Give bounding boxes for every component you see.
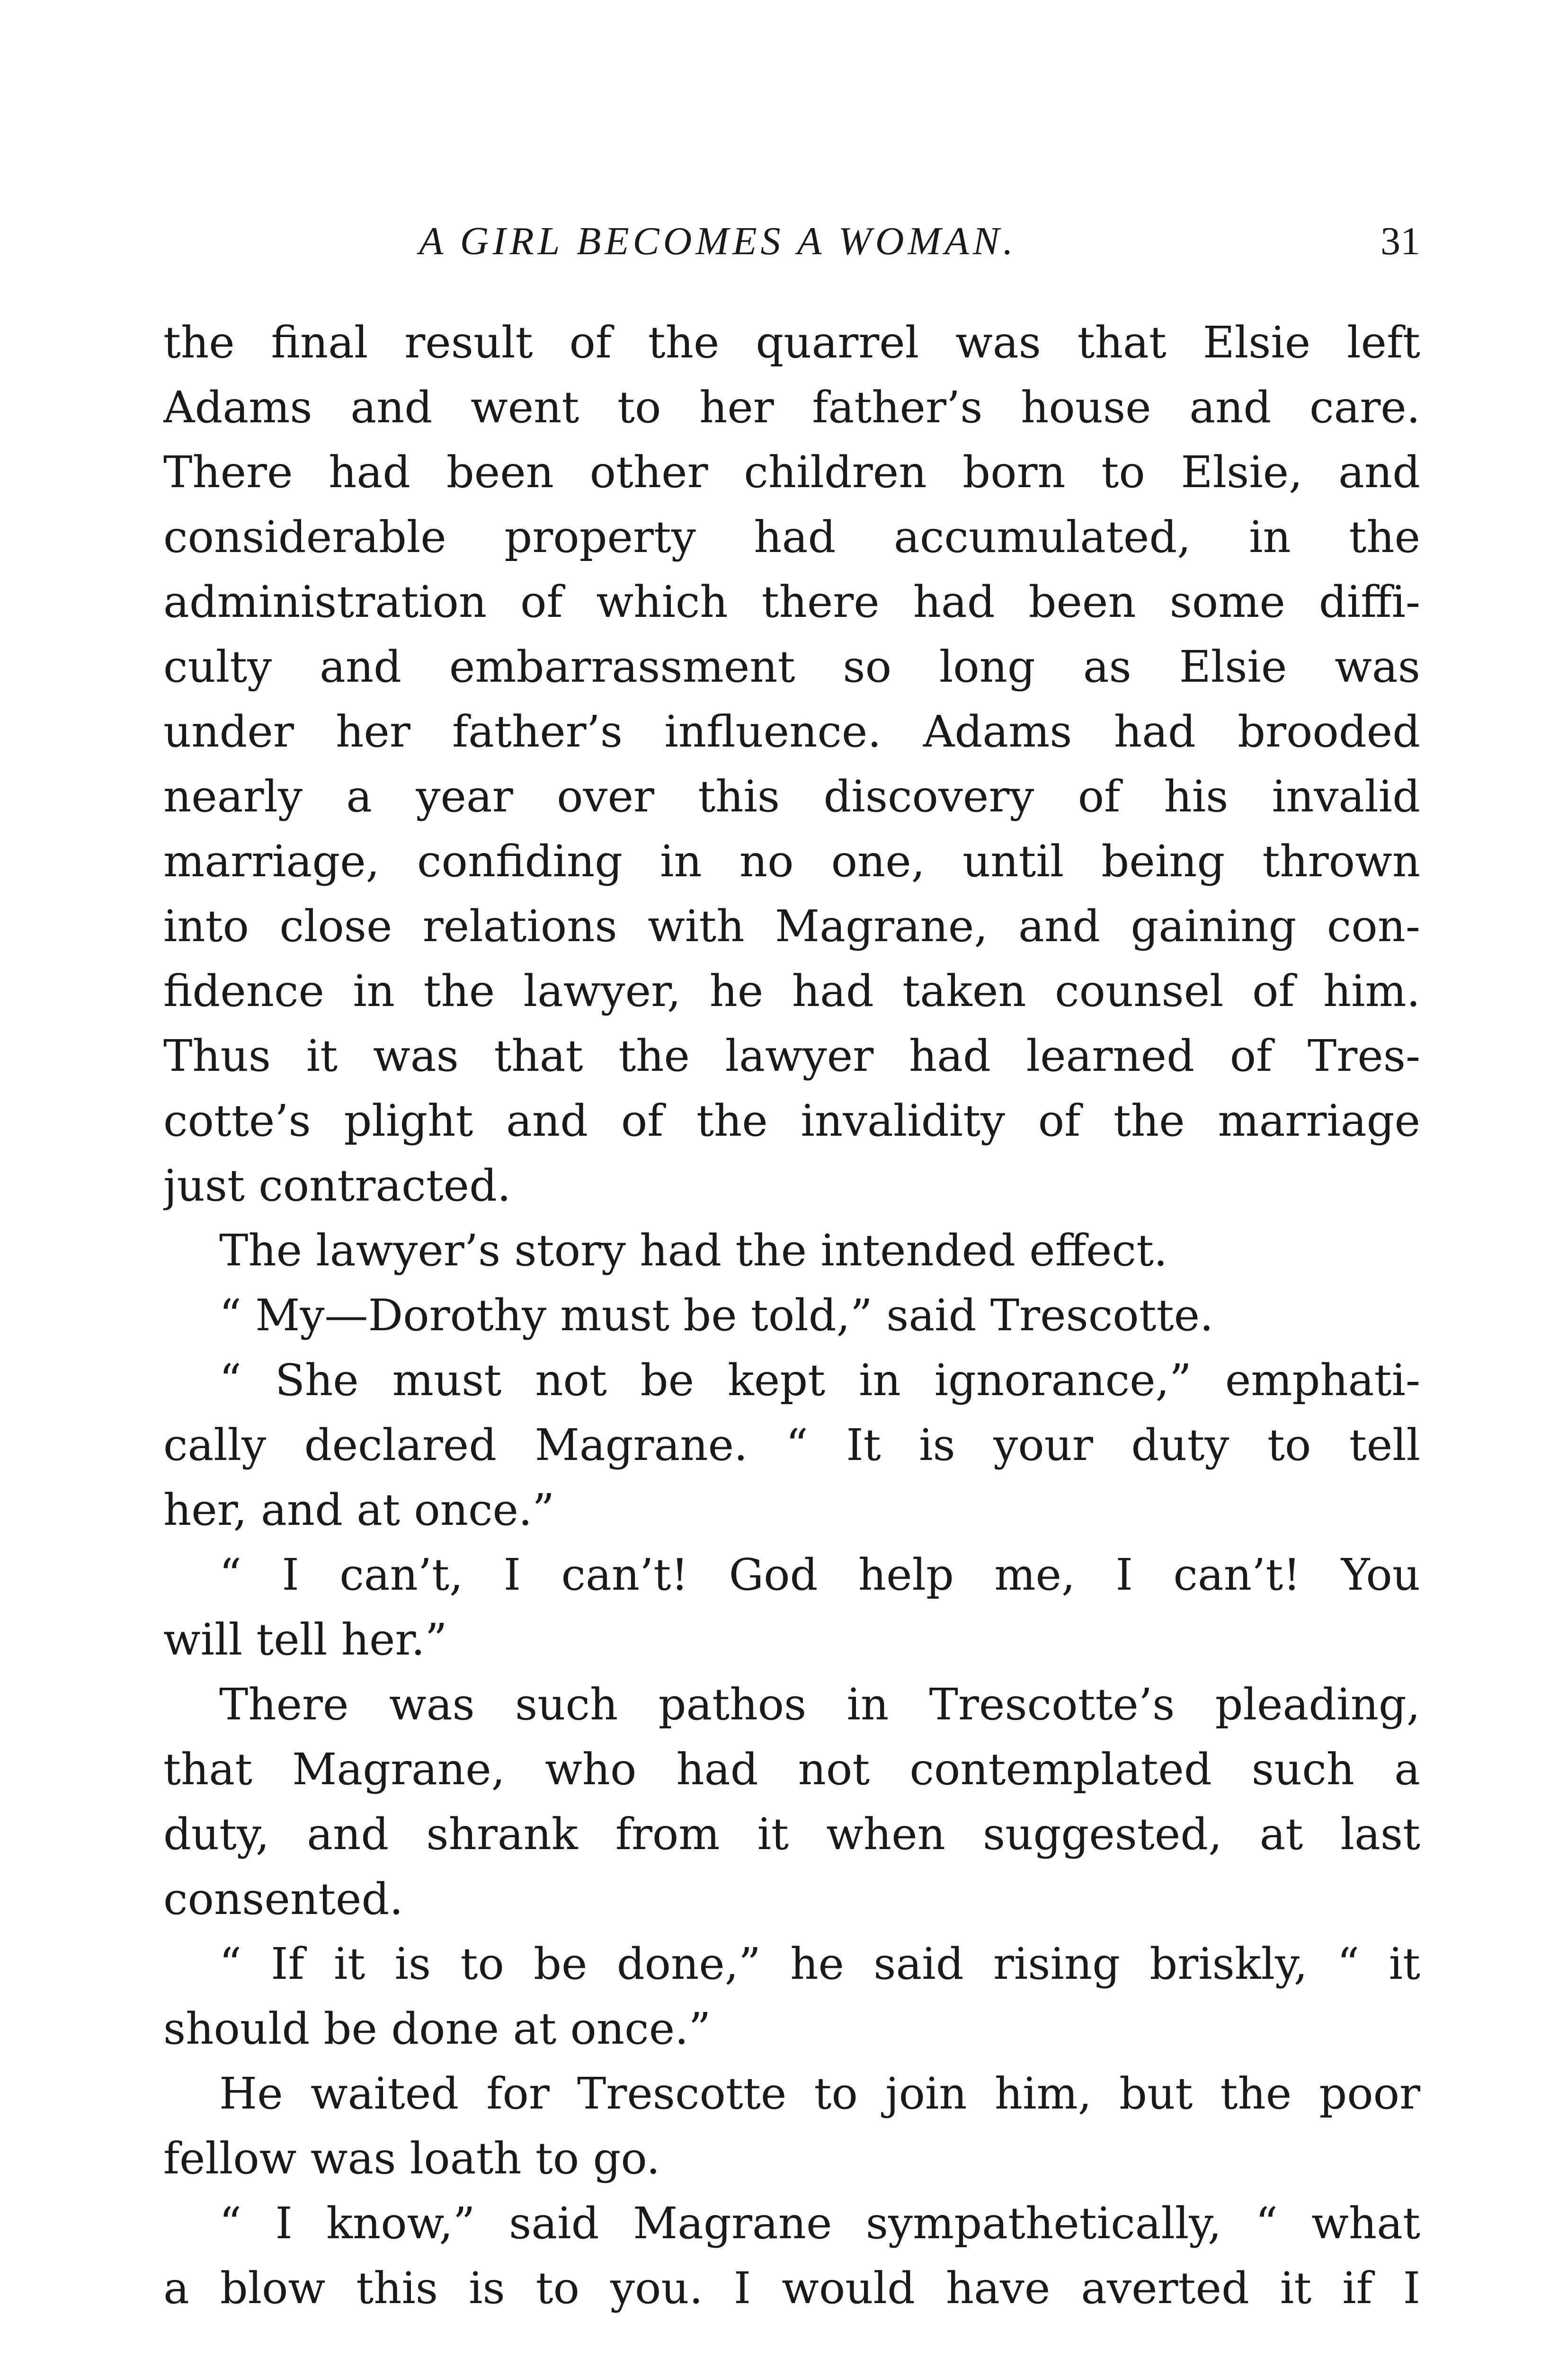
text-line: should be done at once.” [163, 2003, 711, 2054]
text-line: marriage, confiding in no one, until being thrown [163, 836, 1420, 887]
text-line: the final result of the quarrel was that Elsie left [163, 317, 1420, 368]
text-line: There had been other children born to Elsie, and [163, 447, 1420, 498]
running-title: A GIRL BECOMES A WOMAN. [419, 219, 1017, 263]
running-header [163, 211, 1420, 272]
text-line: “ If it is to be done,” he said rising briskly, “ it [219, 1939, 1420, 1989]
text-line: will tell her.” [163, 1614, 447, 1665]
text-line: consented. [163, 1874, 403, 1924]
text-line: considerable property had accumulated, in the [163, 512, 1420, 562]
page-number: 31 [1381, 219, 1420, 263]
text-line: into close relations with Magrane, and gaining con- [163, 901, 1420, 952]
text-line: Adams and went to her father’s house and care. [163, 382, 1420, 433]
text-line: fellow was loath to go. [163, 2133, 660, 2184]
text-line: her, and at once.” [163, 1485, 555, 1535]
text-line: just contracted. [163, 1160, 511, 1211]
text-line: culty and embarrassment so long as Elsie was [163, 641, 1420, 692]
text-line: “ My—Dorothy must be told,” said Trescotte. [219, 1290, 1214, 1341]
text-line: “ I can’t, I can’t! God help me, I can’t! You [219, 1549, 1420, 1600]
text-line: a blow this is to you. I would have averted it if I [163, 2263, 1420, 2314]
text-line: Thus it was that the lawyer had learned of Tres- [163, 1031, 1420, 1081]
text-line: The lawyer’s story had the intended effect. [219, 1225, 1168, 1276]
body-text [163, 310, 1420, 2321]
text-line: cally declared Magrane. “ It is your duty to tell [163, 1420, 1420, 1470]
text-line: that Magrane, who had not contemplated such a [163, 1744, 1420, 1795]
text-line: There was such pathos in Trescotte’s pleading, [219, 1679, 1420, 1730]
text-line: “ I know,” said Magrane sympathetically, “ what [219, 2198, 1420, 2249]
text-line: He waited for Trescotte to join him, but the poor [219, 2068, 1420, 2119]
text-line: fidence in the lawyer, he had taken counsel of him. [163, 966, 1420, 1016]
text-line: under her father’s influence. Adams had brooded [163, 706, 1420, 757]
text-line: administration of which there had been some diffi- [163, 577, 1420, 627]
text-line: duty, and shrank from it when suggested, at last [163, 1809, 1420, 1860]
text-line: “ She must not be kept in ignorance,” emphati- [219, 1355, 1420, 1406]
text-line: cotte’s plight and of the invalidity of the marriage [163, 1095, 1420, 1146]
text-line: nearly a year over this discovery of his invalid [163, 771, 1420, 822]
